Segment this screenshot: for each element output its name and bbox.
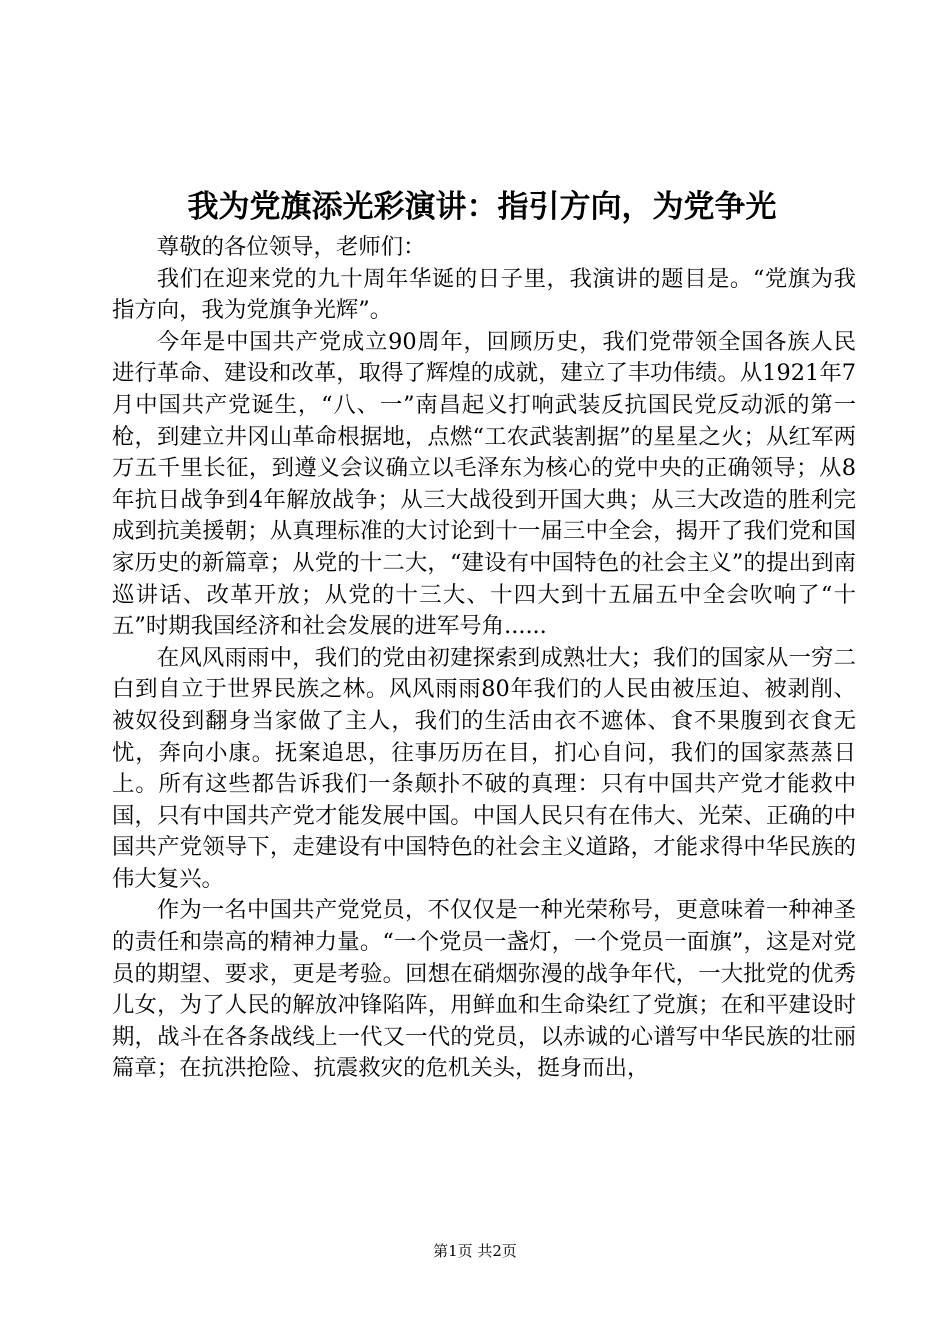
document-title: 我为党旗添光彩演讲：指引方向，为党争光 <box>187 189 777 225</box>
body-paragraph: 今年是中国共产党成立90周年，回顾历史，我们党带领全国各族人民进行革命、建设和改革，取得了辉煌的成就，建立了丰功伟绩。从1921年7月中国共产党诞生，“八、一”南昌起义打响武装反抗国民党反动派的第一枪，到建立井冈山革命根据地，点燃“工农武装割据”的星星之火；从红军两万五千里长征，到遵义会议确立以毛泽东为核心的党中央的正确领导；从8年抗日战争到4年解放战争；从三大战役到开国大典；从三大改造的胜利完成到抗美援朝；从真理标准的大讨论到十一届三中全会，揭开了我们党和国家历史的新篇章；从党的十二大，“建设有中国特色的社会主义”的提出到南巡讲话、改革开放；从党的十三大、十四大到十五届五中全会吹响了“十五”时期我国经济和社会发展的进军号角...... <box>112 328 856 640</box>
document-body <box>112 232 856 1085</box>
body-paragraph: 在风风雨雨中，我们的党由初建探索到成熟壮大；我们的国家从一穷二白到自立于世界民族之林。风风雨雨80年我们的人民由被压迫、被剥削、被奴役到翻身当家做了主人，我们的生活由衣不遮体、食不果腹到衣食无忧，奔向小康。抚案追思，往事历历在目，扪心自问，我们的国家蒸蒸日上。所有这些都告诉我们一条颠扑不破的真理：只有中国共产党才能救中国，只有中国共产党才能发展中国。中国人民只有在伟大、光荣、正确的中国共产党领导下，走建设有中国特色的社会主义道路，才能求得中华民族的伟大复兴。 <box>112 644 856 892</box>
body-paragraph: 作为一名中国共产党党员，不仅仅是一种光荣称号，更意味着一种神圣的责任和崇高的精神力量。“一个党员一盏灯，一个党员一面旗”，这是对党员的期望、要求，更是考验。回想在硝烟弥漫的战争年代，一大批党的优秀儿女，为了人民的解放冲锋陷阵，用鲜血和生命染红了党旗；在和平建设时期，战斗在各条战线上一代又一代的党员，以赤诚的心谱写中华民族的壮丽篇章；在抗洪抢险、抗震救灾的危机关头，挺身而出， <box>112 897 856 1082</box>
page-number-footer: 第1页 共2页 <box>433 1242 517 1260</box>
salutation-paragraph: 尊敬的各位领导，老师们： <box>156 234 426 260</box>
body-paragraph: 我们在迎来党的九十周年华诞的日子里，我演讲的题目是。“党旗为我指方向，我为党旗争光辉”。 <box>112 265 856 324</box>
